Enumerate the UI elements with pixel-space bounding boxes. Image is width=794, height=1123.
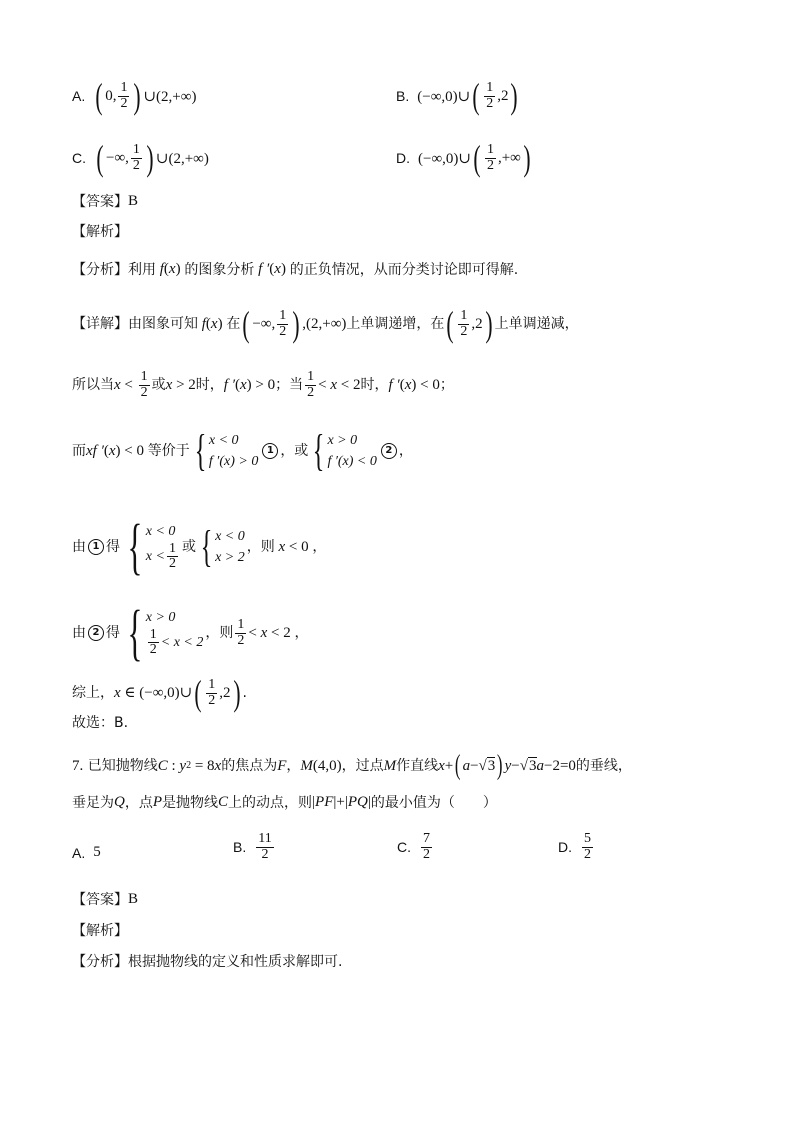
l6-text-2: . [242,685,247,701]
q6-line3: 而 xf ′ ( x ) < 0 等价于 { x < 0 f ′(x) > 0 1 ，或 { x > 0 f ′(x) < 0 2 ， [72,426,413,475]
option-c-label: C. [72,150,86,166]
option-b-math: (−∞,0)∪ ( $\frac{1}{2}$ ,2 ) [417,76,519,116]
option-d-label: D. [396,150,410,166]
q7-answer-tag: 【答案】 [72,891,128,908]
q7-analysis-line [72,924,128,938]
q7-answer-line [72,892,138,907]
fenxi-text-1: 利用 [128,261,156,278]
l5-text-3: ，则 [205,625,234,641]
xj-text-1: 由图象可知 [128,316,198,332]
q6-conclusion [72,716,128,730]
q7-option-a-value: 5 [93,844,101,860]
option-b [396,78,520,114]
q7-option-d-value: $\frac{5}{2}$ [584,831,591,862]
q7-text-8: ，点 [124,794,153,811]
option-a-math: ( 0, $\frac{1}{2}$ ) ∪(2,+∞) [95,76,197,116]
q7-option-c [397,832,434,862]
analysis-tag: 【解析】 [72,224,128,240]
option-d-math: (−∞,0)∪ ( $\frac{1}{2}$ ,+∞ ) [418,138,531,178]
q7-option-a-label: A. [72,844,86,861]
q7-stem-line1: 7. 已知抛物线 C : y 2 = 8 x 的焦点为 F ， M (4,0) ，过点 M 作直线 x + ( a −√3 ) y −√3 a −2=0 的垂线， [72,750,632,781]
xiangjie-tag: 【详解】 [72,316,128,332]
q7-option-c-value: $\frac{7}{2}$ [423,831,430,862]
q6-xiangjie-line: 【详解】 由图象可知 f ( x ) 在 ( −∞, $\frac{1}{2}$ ) ,(2,+∞) 上单调递增，在 ( $\frac{1}{2}$ ,2 ) 上单调递减， [72,304,579,344]
q6-answer-line [72,194,138,209]
l2-text-6: ； [439,377,454,394]
answer-value: B [128,193,139,209]
q7-option-b [233,832,276,862]
q7-text-3: ， [286,758,301,774]
l3-text-3: ，或 [280,443,309,459]
l5-text-1: 由 [72,625,86,641]
q7-text-11: 的最小值为（ ） [370,794,497,811]
q7-text-9: 是抛物线 [162,794,219,811]
q7-text-4: ，过点 [341,758,384,774]
q7-option-d-label: D. [558,839,572,856]
l4-text-4: ，则 [246,539,275,555]
option-a-label: A. [72,88,86,104]
l2-text-5: 时， [360,377,389,394]
q7-text-2: 的焦点为 [221,758,278,774]
q7-stem-line2: 垂足为 Q ，点 P 是抛物线 C 上的动点，则 | PF |+| PQ | 的最小值为（ ） [72,794,497,811]
fenxi-text-3: 的正负情况，从而分类讨论即可得解. [289,261,519,278]
q7-text-6: 的垂线， [575,758,632,774]
l4-text-1: 由 [72,539,86,555]
q7-fenxi-line [72,955,342,969]
conclusion-text: 故选：B. [72,715,129,731]
q6-fenxi-line: 【分析】 利用 f ( x ) 的图象分析 f ′ ( x ) 的正负情况，从而分类讨论即可得解. [72,261,519,278]
circled-two-icon: 2 [381,443,397,459]
l2-text-4: ；当 [275,377,304,394]
option-c-math: ( −∞, $\frac{1}{2}$ ) ∪(2,+∞) [96,138,209,178]
q7-text-7: 垂足为 [72,794,114,811]
l2-text-1: 所以当 [72,377,114,394]
l5-text-2: 得 [106,625,120,641]
option-d [396,140,533,176]
q7-analysis-tag: 【解析】 [72,923,128,939]
l6-text-1: 综上， [72,685,114,701]
q7-fenxi-tag: 【分析】 [72,954,128,970]
q7-option-d [558,832,595,862]
q7-text-10: 上的动点，则 [228,794,313,811]
option-b-label: B. [396,88,410,104]
l3-text-1: 而 [72,443,86,459]
fenxi-tag: 【分析】 [72,261,128,278]
q7-option-a [72,844,101,861]
circled-one-icon: 1 [88,539,104,555]
l4-text-5: ， [312,539,327,555]
l2-text-3: 时， [195,377,224,394]
l3-text-2: 等价于 [147,443,190,459]
q6-analysis-line [72,225,128,239]
q7-answer-value: B [128,891,139,907]
fenxi-text-2: 的图象分析 [184,261,255,278]
q6-line5: 由 2 得 { x > 0 $\frac{1}{2}$ < x < 2 ，则 $\frac{1}{2}$ < x < 2 ， [72,599,309,667]
l3-text-4: ， [398,443,413,459]
circled-one-icon: 1 [262,443,278,459]
circled-two-icon: 2 [88,625,104,641]
xj-text-2: 在 [226,316,241,332]
option-a [72,78,196,114]
q6-line2: 所以当 x < $\frac{1}{2}$ 或 x > 2 时， f ′ ( x ) > 0 ；当 $\frac{1}{2}$ < x < 2 时， f ′ ( x ) < 0 ； [72,369,454,400]
q7-option-b-value: $\frac{11}{2}$ [258,831,272,862]
answer-tag: 【答案】 [72,193,128,210]
question-number: 7. [72,757,84,774]
q7-option-c-label: C. [397,839,411,856]
l4-text-3: 或 [181,539,196,555]
xj-text-3: 上单调递增，在 [346,316,445,332]
l5-text-4: ， [294,625,309,641]
q7-fenxi-text: 根据抛物线的定义和性质求解即可. [128,954,343,970]
q6-line4: 由 1 得 { x < 0 x < $\frac{1}{2}$ 或 { x < 0 x > 2 ，则 x < 0 ， [72,513,327,581]
q7-option-b-label: B. [233,839,247,856]
q7-text-5: 作直线 [396,758,439,774]
q6-line6: 综上， x ∈ (−∞,0)∪ ( $\frac{1}{2}$ ,2 ) . [72,673,247,713]
l4-text-2: 得 [106,539,120,555]
xj-text-4: 上单调递减， [494,316,579,332]
q7-text-1: 已知抛物线 [87,758,158,774]
l2-text-2: 或 [151,377,166,394]
option-c [72,140,209,176]
